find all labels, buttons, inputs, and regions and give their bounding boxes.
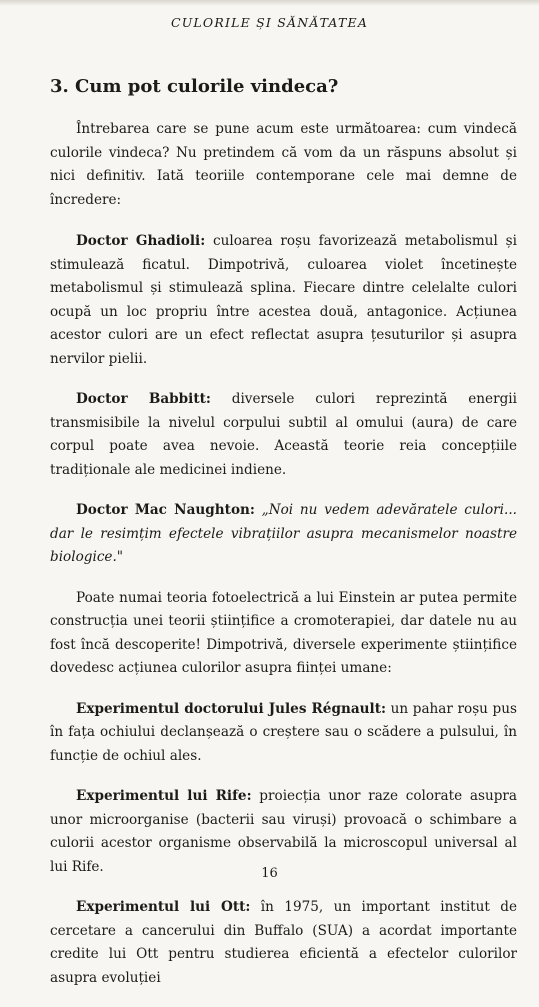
previous-page-bleed [0, 0, 539, 6]
paragraph-lead: Doctor Mac Naughton: [76, 502, 255, 518]
paragraph-text: în 1975, un important institut de cercetare a cancerului din Buffalo (SUA) a acordat importante credite lui Ott pentru studierea eficientă a efectelor culorilor asupra evoluției [50, 899, 517, 986]
paragraph-lead: Experimentul lui Ott: [76, 899, 251, 915]
paragraph-lead: Experimentul doctorului Jules Régnault: [76, 700, 386, 717]
paragraph-text: Poate numai teoria fotoelectrică a lui Einstein ar putea permite construcția unei teorii științifice a cromoterapiei, dar datele nu au fost încă descoperite! Dimpotrivă, diversele experimente științifice dovedesc acțiunea culorilor asupra ființei umane: [50, 589, 517, 676]
paragraph-einstein [50, 587, 517, 681]
paragraph-ghadioli [50, 230, 517, 371]
paragraph-ott [50, 896, 517, 990]
page-number: 16 [261, 866, 278, 881]
paragraph-intro [50, 118, 517, 212]
paragraph-text: diversele culori reprezintă energii transmisibile la nivelul corpului subtil al omului (aura) de care corpul poate avea nevoie. Această teorie reia concepțiile tradiționale ale medicinei indiene. [50, 391, 517, 478]
paragraph-mac-naughton [50, 499, 517, 570]
paragraph-lead: Doctor Ghadioli: [76, 233, 206, 249]
section-title: 3. Cum pot culorile vindeca? [50, 76, 339, 97]
paragraph-lead: Experimentul lui Rife: [76, 788, 252, 804]
paragraph-regnault [50, 698, 517, 769]
paragraph-text: culoarea roșu favorizează metabolismul și stimulează ficatul. Dimpotrivă, culoarea violet încetinește metabolismul și stimulează splina. Fiecare dintre celelalte culori ocupă un loc propriu între acestea două, antagonice. Acțiunea acestor culori are un efect reflectat asupra țesuturilor și asupra nervilor pielii. [50, 233, 517, 367]
paragraph-rife [50, 785, 517, 879]
paragraph-text: proiecția unor raze colorate asupra unor microorganise (bacterii sau viruși) provoacă o schimbare a culorii acestor organisme observabilă la microscopul universal al lui Rife. [50, 788, 517, 875]
paragraph-text: Întrebarea care se pune acum este următoarea: cum vindecă culorile vindeca? Nu pretindem că vom da un răspuns absolut și nici definitiv. Iată teoriile contemporane cele mai demne de încredere: [50, 121, 517, 208]
paragraph-text: un pahar roșu pus în fața ochiului declanșează o creștere sau o scădere a pulsului, în funcție de ochiul ales. [50, 700, 517, 764]
paragraph-babbitt [50, 388, 517, 482]
paragraph-quote: „Noi nu vedem adevăratele culori... dar le resimțim efectele vibrațiilor asupra mecanismelor noastre biologice." [50, 502, 517, 565]
running-head: CULORILE ȘI SĂNĂTATEA [170, 15, 369, 30]
paragraph-lead: Doctor Babbitt: [76, 391, 211, 407]
